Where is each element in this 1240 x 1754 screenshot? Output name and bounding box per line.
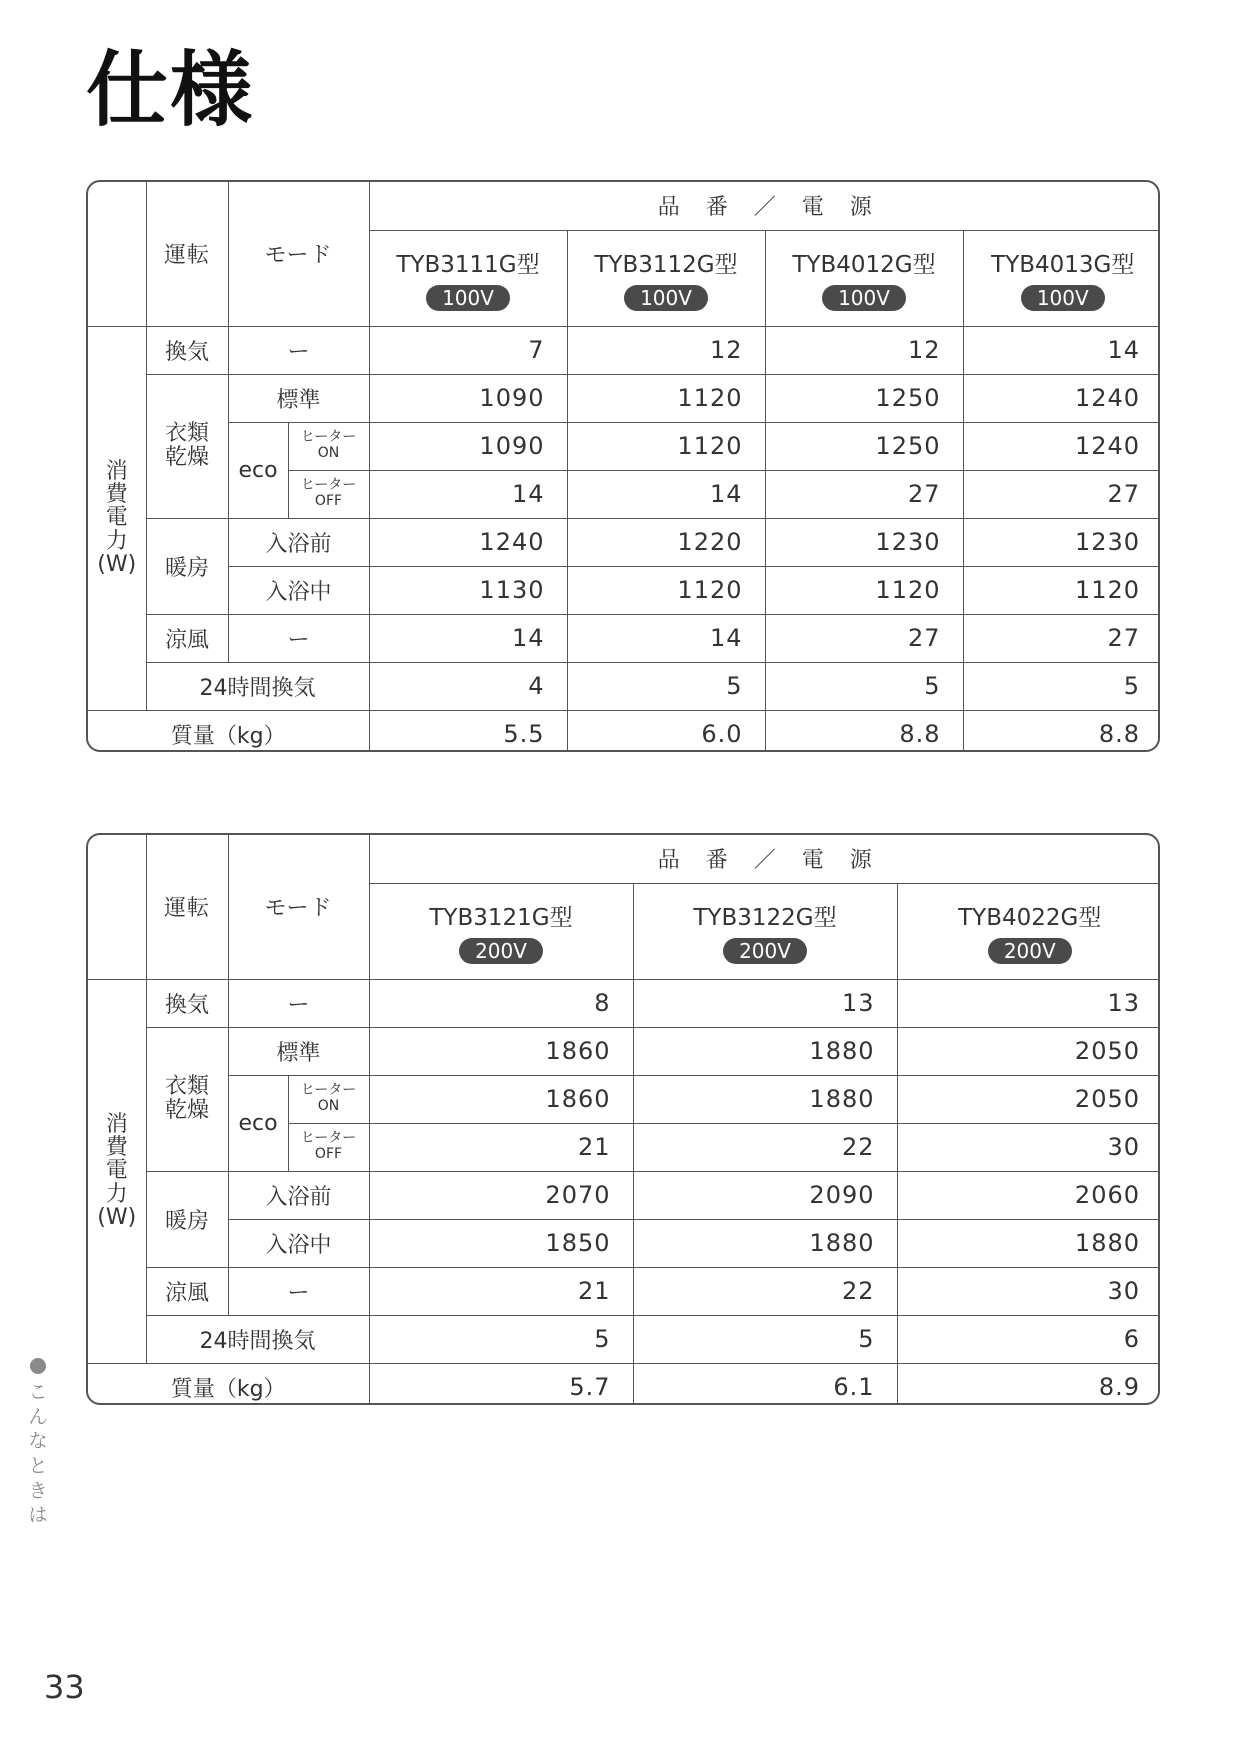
header-hinban: 品 番 ／ 電 源 — [369, 835, 1160, 883]
mode-heater-off: ヒーター OFF — [288, 1123, 369, 1171]
header-mode: モード — [228, 835, 369, 979]
row-kanki24 — [88, 662, 1160, 710]
row-ryofu — [88, 1267, 1160, 1315]
value-cell: 2070 — [369, 1171, 633, 1219]
mode-heater-on: ヒーター ON — [288, 422, 369, 470]
model-header-cell — [369, 883, 633, 979]
value-cell: 1220 — [567, 518, 765, 566]
row-ryofu — [88, 614, 1160, 662]
value-cell: 1090 — [369, 374, 567, 422]
power-consumption-label: 消 費 電 力 (W) — [88, 326, 146, 710]
model-header-cell — [897, 883, 1160, 979]
value-cell: 1120 — [567, 422, 765, 470]
row-heater-on — [88, 1075, 1160, 1123]
model-name: TYB3121G型 — [429, 904, 573, 931]
row-label-mass: 質量（kg） — [88, 710, 369, 752]
value-cell: 14 — [963, 326, 1160, 374]
value-cell: 1880 — [633, 1075, 897, 1123]
row-label-kanki24: 24時間換気 — [146, 662, 369, 710]
spec-table-200v — [86, 833, 1160, 1405]
row-label-ryofu: 涼風 — [146, 1267, 228, 1315]
value-cell: 8 — [369, 979, 633, 1027]
row-nyuyokumae — [88, 1171, 1160, 1219]
row-label-ifuku: 衣類 乾燥 — [146, 1027, 228, 1171]
value-cell: 30 — [897, 1123, 1160, 1171]
mode-eco: eco — [228, 1075, 288, 1171]
model-name: TYB3122G型 — [693, 904, 837, 931]
value-cell: 5 — [963, 662, 1160, 710]
value-cell: 27 — [765, 470, 963, 518]
value-cell: 14 — [369, 614, 567, 662]
voltage-badge: 100V — [1021, 285, 1105, 311]
value-cell: 5 — [369, 1315, 633, 1363]
model-header-cell — [633, 883, 897, 979]
value-cell: 27 — [963, 614, 1160, 662]
row-nyuyokuchu — [88, 1219, 1160, 1267]
model-name: TYB3112G型 — [594, 251, 738, 278]
row-hyojun — [88, 374, 1160, 422]
value-cell: 1850 — [369, 1219, 633, 1267]
value-cell: 14 — [567, 614, 765, 662]
row-nyuyokumae — [88, 518, 1160, 566]
model-header-cell — [765, 230, 963, 326]
value-cell: 30 — [897, 1267, 1160, 1315]
side-tab-label: こ ん な と き は — [28, 1381, 48, 1527]
value-cell: 27 — [963, 470, 1160, 518]
model-header-cell — [369, 230, 567, 326]
bullet-dot-icon — [30, 1358, 46, 1374]
value-cell: 2090 — [633, 1171, 897, 1219]
row-mass — [88, 1363, 1160, 1405]
value-cell: 1860 — [369, 1075, 633, 1123]
mode-heater-off: ヒーター OFF — [288, 470, 369, 518]
mode-eco: eco — [228, 422, 288, 518]
voltage-badge: 200V — [723, 938, 807, 964]
value-cell: 8.8 — [765, 710, 963, 752]
voltage-badge: 200V — [459, 938, 543, 964]
value-cell: 1120 — [567, 566, 765, 614]
voltage-badge: 200V — [988, 938, 1072, 964]
row-kanki — [88, 979, 1160, 1027]
row-mass — [88, 710, 1160, 752]
value-cell: 1240 — [963, 374, 1160, 422]
value-cell: 6 — [897, 1315, 1160, 1363]
mode-hyojun: 標準 — [228, 374, 369, 422]
page-number: 33 — [44, 1668, 85, 1706]
mode-heater-on: ヒーター ON — [288, 1075, 369, 1123]
value-cell: 1880 — [633, 1027, 897, 1075]
value-cell: 2060 — [897, 1171, 1160, 1219]
header-mode: モード — [228, 182, 369, 326]
spec-table-100v — [86, 180, 1160, 752]
value-cell: 8.9 — [897, 1363, 1160, 1405]
value-cell: 1230 — [963, 518, 1160, 566]
row-kanki24 — [88, 1315, 1160, 1363]
value-cell: 1230 — [765, 518, 963, 566]
value-cell: 1120 — [765, 566, 963, 614]
header-operation: 運転 — [146, 182, 228, 326]
value-cell: 5.5 — [369, 710, 567, 752]
mode-nyuyokuchu: 入浴中 — [228, 566, 369, 614]
row-label-danbo: 暖房 — [146, 1171, 228, 1267]
value-cell: 1250 — [765, 374, 963, 422]
value-cell: 4 — [369, 662, 567, 710]
value-cell: 12 — [567, 326, 765, 374]
page-title: 仕様 — [86, 43, 255, 138]
value-cell: 13 — [897, 979, 1160, 1027]
value-cell: 1880 — [897, 1219, 1160, 1267]
power-consumption-label: 消 費 電 力 (W) — [88, 979, 146, 1363]
mode-nyuyokumae: 入浴前 — [228, 1171, 369, 1219]
value-cell: 6.0 — [567, 710, 765, 752]
row-label-ifuku: 衣類 乾燥 — [146, 374, 228, 518]
value-cell: 1860 — [369, 1027, 633, 1075]
value-cell: 1090 — [369, 422, 567, 470]
row-label-ryofu: 涼風 — [146, 614, 228, 662]
row-label-kanki: 換気 — [146, 979, 228, 1027]
mode-dash: ー — [228, 326, 369, 374]
row-heater-on — [88, 422, 1160, 470]
row-hyojun — [88, 1027, 1160, 1075]
header-hinban: 品 番 ／ 電 源 — [369, 182, 1160, 230]
value-cell: 27 — [765, 614, 963, 662]
voltage-badge: 100V — [822, 285, 906, 311]
mode-dash: ー — [228, 979, 369, 1027]
side-section-tab — [26, 1358, 50, 1528]
value-cell: 1240 — [369, 518, 567, 566]
value-cell: 1250 — [765, 422, 963, 470]
value-cell: 2050 — [897, 1027, 1160, 1075]
header-row — [88, 182, 1160, 230]
row-label-mass: 質量（kg） — [88, 1363, 369, 1405]
value-cell: 13 — [633, 979, 897, 1027]
value-cell: 5 — [567, 662, 765, 710]
value-cell: 14 — [369, 470, 567, 518]
mode-nyuyokuchu: 入浴中 — [228, 1219, 369, 1267]
value-cell: 6.1 — [633, 1363, 897, 1405]
value-cell: 22 — [633, 1123, 897, 1171]
value-cell: 5.7 — [369, 1363, 633, 1405]
row-label-kanki24: 24時間換気 — [146, 1315, 369, 1363]
value-cell: 21 — [369, 1267, 633, 1315]
value-cell: 5 — [765, 662, 963, 710]
value-cell: 21 — [369, 1123, 633, 1171]
header-corner-cell — [88, 182, 146, 326]
mode-dash: ー — [228, 1267, 369, 1315]
value-cell: 7 — [369, 326, 567, 374]
value-cell: 1120 — [567, 374, 765, 422]
value-cell: 2050 — [897, 1075, 1160, 1123]
mode-nyuyokumae: 入浴前 — [228, 518, 369, 566]
model-name: TYB3111G型 — [396, 251, 540, 278]
model-name: TYB4022G型 — [958, 904, 1102, 931]
model-header-cell — [963, 230, 1160, 326]
value-cell: 1880 — [633, 1219, 897, 1267]
value-cell: 22 — [633, 1267, 897, 1315]
value-cell: 1130 — [369, 566, 567, 614]
model-name: TYB4012G型 — [792, 251, 936, 278]
header-row — [88, 835, 1160, 883]
row-label-kanki: 換気 — [146, 326, 228, 374]
mode-hyojun: 標準 — [228, 1027, 369, 1075]
value-cell: 12 — [765, 326, 963, 374]
model-name: TYB4013G型 — [991, 251, 1135, 278]
mode-dash: ー — [228, 614, 369, 662]
model-header-cell — [567, 230, 765, 326]
value-cell: 1240 — [963, 422, 1160, 470]
value-cell: 5 — [633, 1315, 897, 1363]
header-corner-cell — [88, 835, 146, 979]
value-cell: 1120 — [963, 566, 1160, 614]
row-label-danbo: 暖房 — [146, 518, 228, 614]
header-operation: 運転 — [146, 835, 228, 979]
value-cell: 8.8 — [963, 710, 1160, 752]
row-nyuyokuchu — [88, 566, 1160, 614]
row-kanki — [88, 326, 1160, 374]
value-cell: 14 — [567, 470, 765, 518]
voltage-badge: 100V — [624, 285, 708, 311]
voltage-badge: 100V — [426, 285, 510, 311]
